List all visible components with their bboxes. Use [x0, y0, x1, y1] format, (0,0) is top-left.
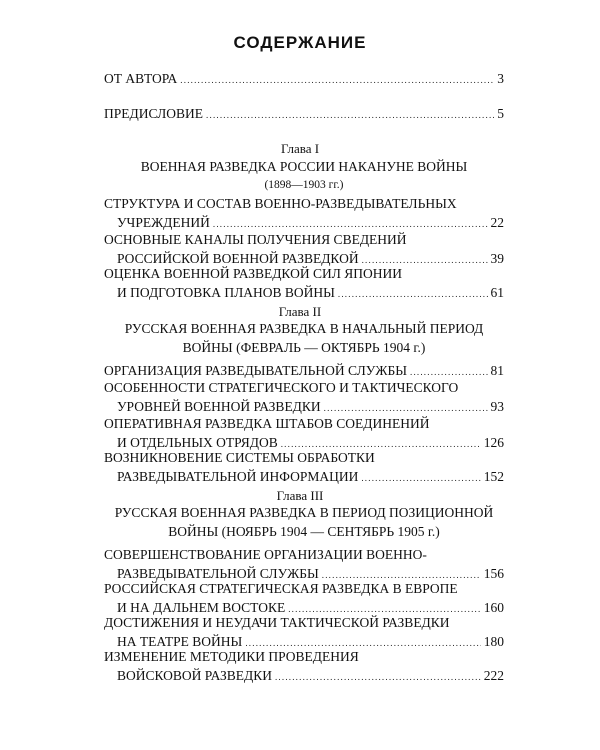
page-number: 5 [497, 106, 504, 121]
toc-entry[interactable] [104, 647, 504, 687]
entry-label-line1: СТРУКТУРА И СОСТАВ ВОЕННО-РАЗВЕДЫВАТЕЛЬНЫХ [104, 196, 457, 211]
toc-entry[interactable] [104, 378, 504, 418]
leader-dots [338, 285, 488, 304]
entry-label-line1: СОВЕРШЕНСТВОВАНИЕ ОРГАНИЗАЦИИ ВОЕННО- [104, 547, 427, 562]
entry-label-line2: ВОЙСКОВОЙ РАЗВЕДКИ [117, 668, 272, 683]
toc-entry[interactable] [104, 448, 504, 488]
page-number: 152 [483, 469, 504, 484]
toc-entry-preface[interactable] [104, 104, 504, 125]
page-number: 22 [490, 215, 504, 230]
entry-label-line2: УЧРЕЖДЕНИЙ [117, 215, 210, 230]
entry-label-line2: РОССИЙСКОЙ ВОЕННОЙ РАЗВЕДКОЙ [117, 251, 359, 266]
entry-label-line1: ОСОБЕННОСТИ СТРАТЕГИЧЕСКОГО И ТАКТИЧЕСКОГО [104, 380, 459, 395]
page-number: 93 [490, 399, 504, 414]
page-title: СОДЕРЖАНИЕ [233, 33, 367, 52]
entry-label-line2: РАЗВЕДЫВАТЕЛЬНОЙ ИНФОРМАЦИИ [117, 469, 359, 484]
entry-label-line2: НА ТЕАТРЕ ВОЙНЫ [117, 634, 243, 649]
page-number: 180 [483, 634, 504, 649]
chapter-3-label: Глава III [276, 488, 324, 503]
entry-label: ОРГАНИЗАЦИЯ РАЗВЕДЫВАТЕЛЬНОЙ СЛУЖБЫ [104, 363, 407, 378]
entry-label-line1: ОСНОВНЫЕ КАНАЛЫ ПОЛУЧЕНИЯ СВЕДЕНИЙ [104, 232, 407, 247]
chapter-2-label: Глава II [278, 304, 322, 319]
toc-entry[interactable] [104, 194, 504, 234]
page-number: 3 [497, 71, 504, 86]
entry-label-line1: ОЦЕНКА ВОЕННОЙ РАЗВЕДКОЙ СИЛ ЯПОНИИ [104, 266, 402, 281]
page-number: 126 [483, 435, 504, 450]
page-number: 61 [490, 285, 504, 300]
chapter-1-label: Глава I [280, 141, 320, 156]
page-number: 39 [490, 251, 504, 266]
page-number: 156 [483, 566, 504, 581]
chapter-1-title: ВОЕННАЯ РАЗВЕДКА РОССИИ НАКАНУНЕ ВОЙНЫ (1898—1903 гг.) [140, 159, 468, 191]
entry-label-line1: ИЗМЕНЕНИЕ МЕТОДИКИ ПРОВЕДЕНИЯ [104, 649, 359, 664]
entry-label-line2: И НА ДАЛЬНЕМ ВОСТОКЕ [117, 600, 286, 615]
entry-label-line2: РАЗВЕДЫВАТЕЛЬНОЙ СЛУЖБЫ [117, 566, 319, 581]
entry-label-line1: ОПЕРАТИВНАЯ РАЗВЕДКА ШТАБОВ СОЕДИНЕНИЙ [104, 416, 430, 431]
entry-label-line2: И ОТДЕЛЬНЫХ ОТРЯДОВ [117, 435, 278, 450]
entry-label-line1: РОССИЙСКАЯ СТРАТЕГИЧЕСКАЯ РАЗВЕДКА В ЕВРОПЕ [104, 581, 458, 596]
leader-dots [361, 469, 480, 488]
entry-label: ПРЕДИСЛОВИЕ [104, 106, 204, 121]
page-number: 160 [483, 600, 504, 615]
entry-label-line1: ДОСТИЖЕНИЯ И НЕУДАЧИ ТАКТИЧЕСКОЙ РАЗВЕДКИ [104, 615, 450, 630]
leader-dots [275, 668, 481, 687]
chapter-2-title: РУССКАЯ ВОЕННАЯ РАЗВЕДКА В НАЧАЛЬНЫЙ ПЕРИОД ВОЙНЫ (ФЕВРАЛЬ — ОКТЯБРЬ 1904 г.) [124, 321, 484, 355]
entry-label: ОТ АВТОРА [104, 71, 178, 86]
entry-label-line2: И ПОДГОТОВКА ПЛАНОВ ВОЙНЫ [117, 285, 335, 300]
chapter-3-title: РУССКАЯ ВОЕННАЯ РАЗВЕДКА В ПЕРИОД ПОЗИЦИОННОЙ ВОЙНЫ (НОЯБРЬ 1904 — СЕНТЯБРЬ 1905 г.) [114, 505, 494, 539]
toc-entry-author[interactable] [104, 69, 504, 90]
page-number: 81 [490, 363, 504, 378]
leader-dots [180, 71, 494, 90]
entry-label-line1: ВОЗНИКНОВЕНИЕ СИСТЕМЫ ОБРАБОТКИ [104, 450, 375, 465]
toc-entry[interactable] [104, 264, 504, 304]
leader-dots [206, 106, 494, 125]
page-number: 222 [483, 668, 504, 683]
entry-label-line2: УРОВНЕЙ ВОЕННОЙ РАЗВЕДКИ [117, 399, 321, 414]
